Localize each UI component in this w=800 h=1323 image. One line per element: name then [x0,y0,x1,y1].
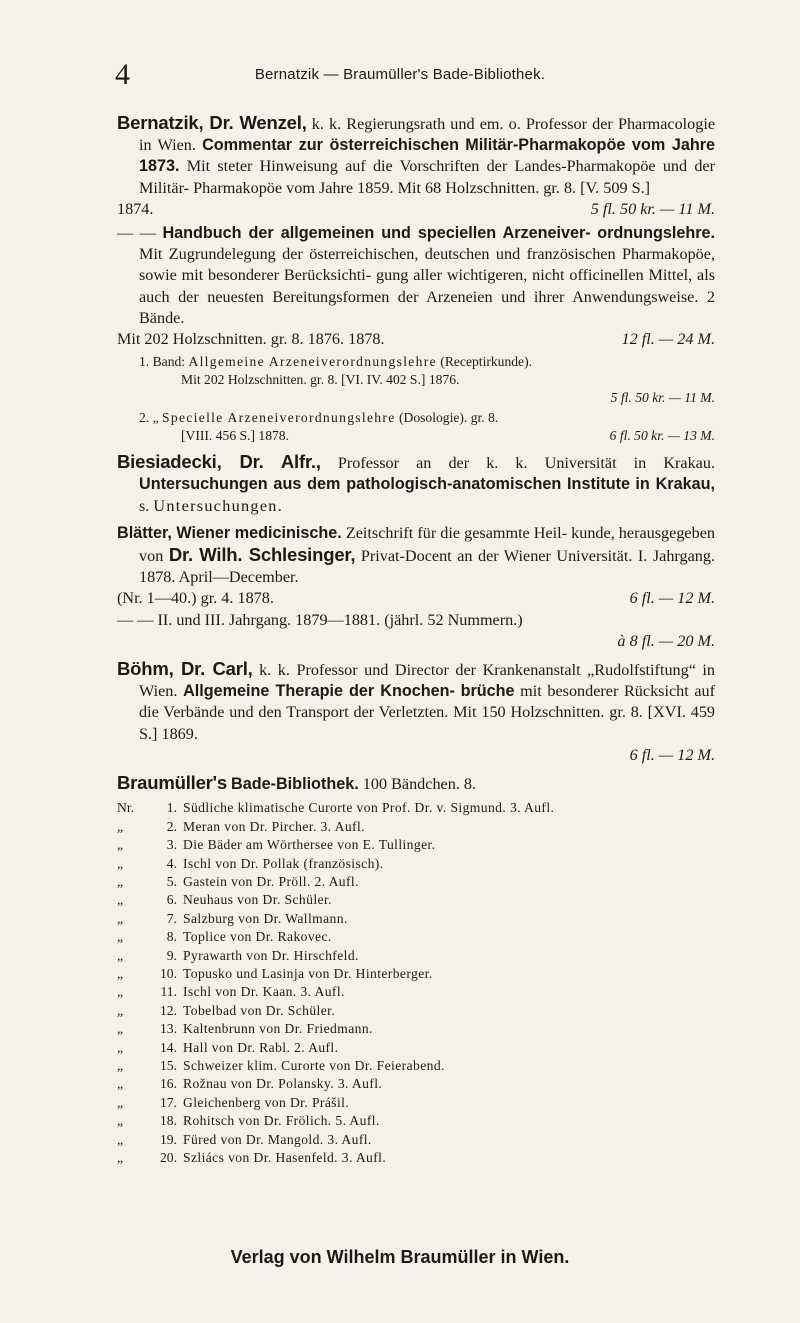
list-item: „ 14. Hall von Dr. Rabl. 2. Aufl. [117,1039,339,1055]
list-item: „ 3. Die Bäder am Wörthersee von E. Tullinger. [117,837,436,853]
book-title: brüche [460,682,515,701]
list-item: „ 18. Rohitsch von Dr. Frölich. 5. Aufl. [117,1113,380,1129]
list-item: „ 2. Meran von Dr. Pircher. 3. Aufl. [117,818,365,834]
entry-braumueller: Braumüller's Bade-Bibliothek. 100 Bändchen. 8. [117,772,477,794]
price: 6 fl. — 12 M. [629,589,715,608]
price: 12 fl. — 24 M. [621,330,715,349]
price: à 8 fl. — 20 M. [617,631,715,650]
entry-blaetter: Blätter, Wiener medicinische. Zeitschrift für die gesammte Heil- kunde, herausgegeben von Dr. Wilh. Schlesinger, Privat-Docent an der Wiener Universität. I. Jahrgang. 1878. April—December. (Nr. 1—40.) gr. 4. 1878. 6 fl. — 12 M. — — II. und III. Jahrgang. 1879—1881. (jährl. 52 Nummern.) à 8 fl. — 20 M. [117,523,716,650]
list-item: „ 7. Salzburg von Dr. Wallmann. [117,910,348,926]
author-name: Bernatzik, Dr. Wenzel, [117,112,307,133]
price: 6 fl. — 12 M. [629,745,715,764]
cross-reference: Untersuchungen. [153,496,284,515]
author-name: Biesiadecki, Dr. Alfr., [117,451,321,473]
author-name: Braumüller's [117,772,227,794]
list-item: „ 16. Rožnau von Dr. Polansky. 3. Aufl. [117,1076,383,1092]
year-price-line: 1874. 5 fl. 50 kr. — 11 M. [117,199,715,218]
editor-name: Dr. Wilh. Schlesinger, [168,544,356,566]
list-item: „ 13. Kaltenbrunn von Dr. Friedmann. [117,1021,373,1037]
entry-handbuch: — — Handbuch der allgemeinen und speciellen Arzeneiver- ordnungslehre. Mit Zugrundelegung der österreichischen, deutschen und französischen Pharmakopöe, sowie mit besonderer Berücksichti- gung aller wichtigeren, nicht officinellen Mittel, als auch der neuesten Bereitungsformen der Arzeneien und ihrer Anwendungsweise. 2 Bände. Mit 202 Holzschnitten. gr. 8. 1876. 1878. 12 fl. — 24 M. [117,223,715,350]
list-item: „ 5. Gastein von Dr. Pröll. 2. Aufl. [117,873,359,889]
entry-biesiadecki: Biesiadecki, Dr. Alfr., Professor an der k. k. Universität in Krakau. Untersuchungen aus dem pathologisch-anatomischen Institute in Krakau, s. Untersuchungen. [117,451,716,515]
catalog-body [117,112,715,1167]
book-title: Commentar zur österreichischen [202,136,460,155]
volume-2: 2. „ Specielle Arzeneiverordnungslehre (Dosologie). gr. 8. [VIII. 456 S.] 1878. 6 fl. 50 kr. — 13 M. [139,410,715,444]
book-title: Bade-Bibliothek. [231,775,359,794]
book-title: ordnungslehre. [597,224,716,243]
list-item: „ 15. Schweizer klim. Curorte von Dr. Feierabend. [117,1057,445,1073]
series-list [117,799,715,1167]
list-item: „ 17. Gleichenberg von Dr. Prášil. [117,1094,350,1110]
book-title: Allgemeine Therapie der Knochen- [183,682,455,701]
price: 6 fl. 50 kr. — 13 M. [609,428,715,444]
list-item: „ 20. Szliács von Dr. Hasenfeld. 3. Aufl. [117,1150,387,1165]
book-title: Militär-Pharmakopöe vom Jahre 1873. [139,136,716,176]
book-title: Blätter, Wiener medicinische. [117,523,342,542]
volume-1: 1. Band: Allgemeine Arzeneiverordnungslehre (Receptirkunde). Mit 202 Holzschnitten. gr. 8. [VI. IV. 402 S.] 1876. 5 fl. 50 kr. — 11 M. [139,354,715,406]
list-item: „ 8. Toplice von Dr. Rakovec. [117,929,332,945]
publisher-imprint: Verlag von Wilhelm Braumüller in Wien. [230,1247,570,1267]
list-item: „ 6. Neuhaus von Dr. Schüler. [117,892,332,908]
author-name: Böhm, Dr. Carl, [117,658,253,680]
list-item: „ 9. Pyrawarth von Dr. Hirschfeld. [117,947,359,963]
price: 5 fl. 50 kr. — 11 M. [590,199,715,218]
price: 5 fl. 50 kr. — 11 M. [610,390,715,406]
list-item: „ 10. Topusko und Lasinja von Dr. Hinterberger. [117,965,433,981]
running-header: Bernatzik — Braumüller's Bade-Bibliothek. [254,66,546,83]
list-item: Nr. 1. Südliche klimatische Curorte von Prof. Dr. v. Sigmund. 3. Aufl. [117,800,555,816]
entry-boehm: Böhm, Dr. Carl, k. k. Professor und Director der Krankenanstalt „Rudolfstiftung“ in Wien. Allgemeine Therapie der Knochen- brüche mit besonderer Rücksicht auf die Verbände und den Transport der Verletzten. Mit 150 Holzschnitten. gr. 8. [XVI. 459 S.] 1869. 6 fl. — 12 M. [117,658,716,764]
book-title: Untersuchungen aus dem pathologisch-anatomischen Institute [139,475,631,494]
entry-bernatzik: Bernatzik, Dr. Wenzel, k. k. Regierungsrath und em. o. Professor der Pharmacologie in Wien. Commentar zur österreichischen Militär-Pharmakopöe vom Jahre 1873. Mit steter Hinweisung auf die Vorschriften der Landes-Pharmakopöe und der Militär- Pharmakopöe vom Jahre 1859. Mit 68 Holzschnitten. gr. 8. [V. 509 S.] 1874. 5 fl. 50 kr. — 11 M. [117,112,715,220]
page-number: 4 [115,58,130,91]
list-item: „ 12. Tobelbad von Dr. Schüler. [117,1002,336,1018]
book-title: Handbuch der allgemeinen und speciellen Arzeneiver- [162,224,591,243]
list-item: „ 4. Ischl von Dr. Pollak (französisch). [117,855,384,871]
list-item: „ 11. Ischl von Dr. Kaan. 3. Aufl. [117,984,345,1000]
list-item: „ 19. Füred von Dr. Mangold. 3. Aufl. [117,1131,372,1147]
